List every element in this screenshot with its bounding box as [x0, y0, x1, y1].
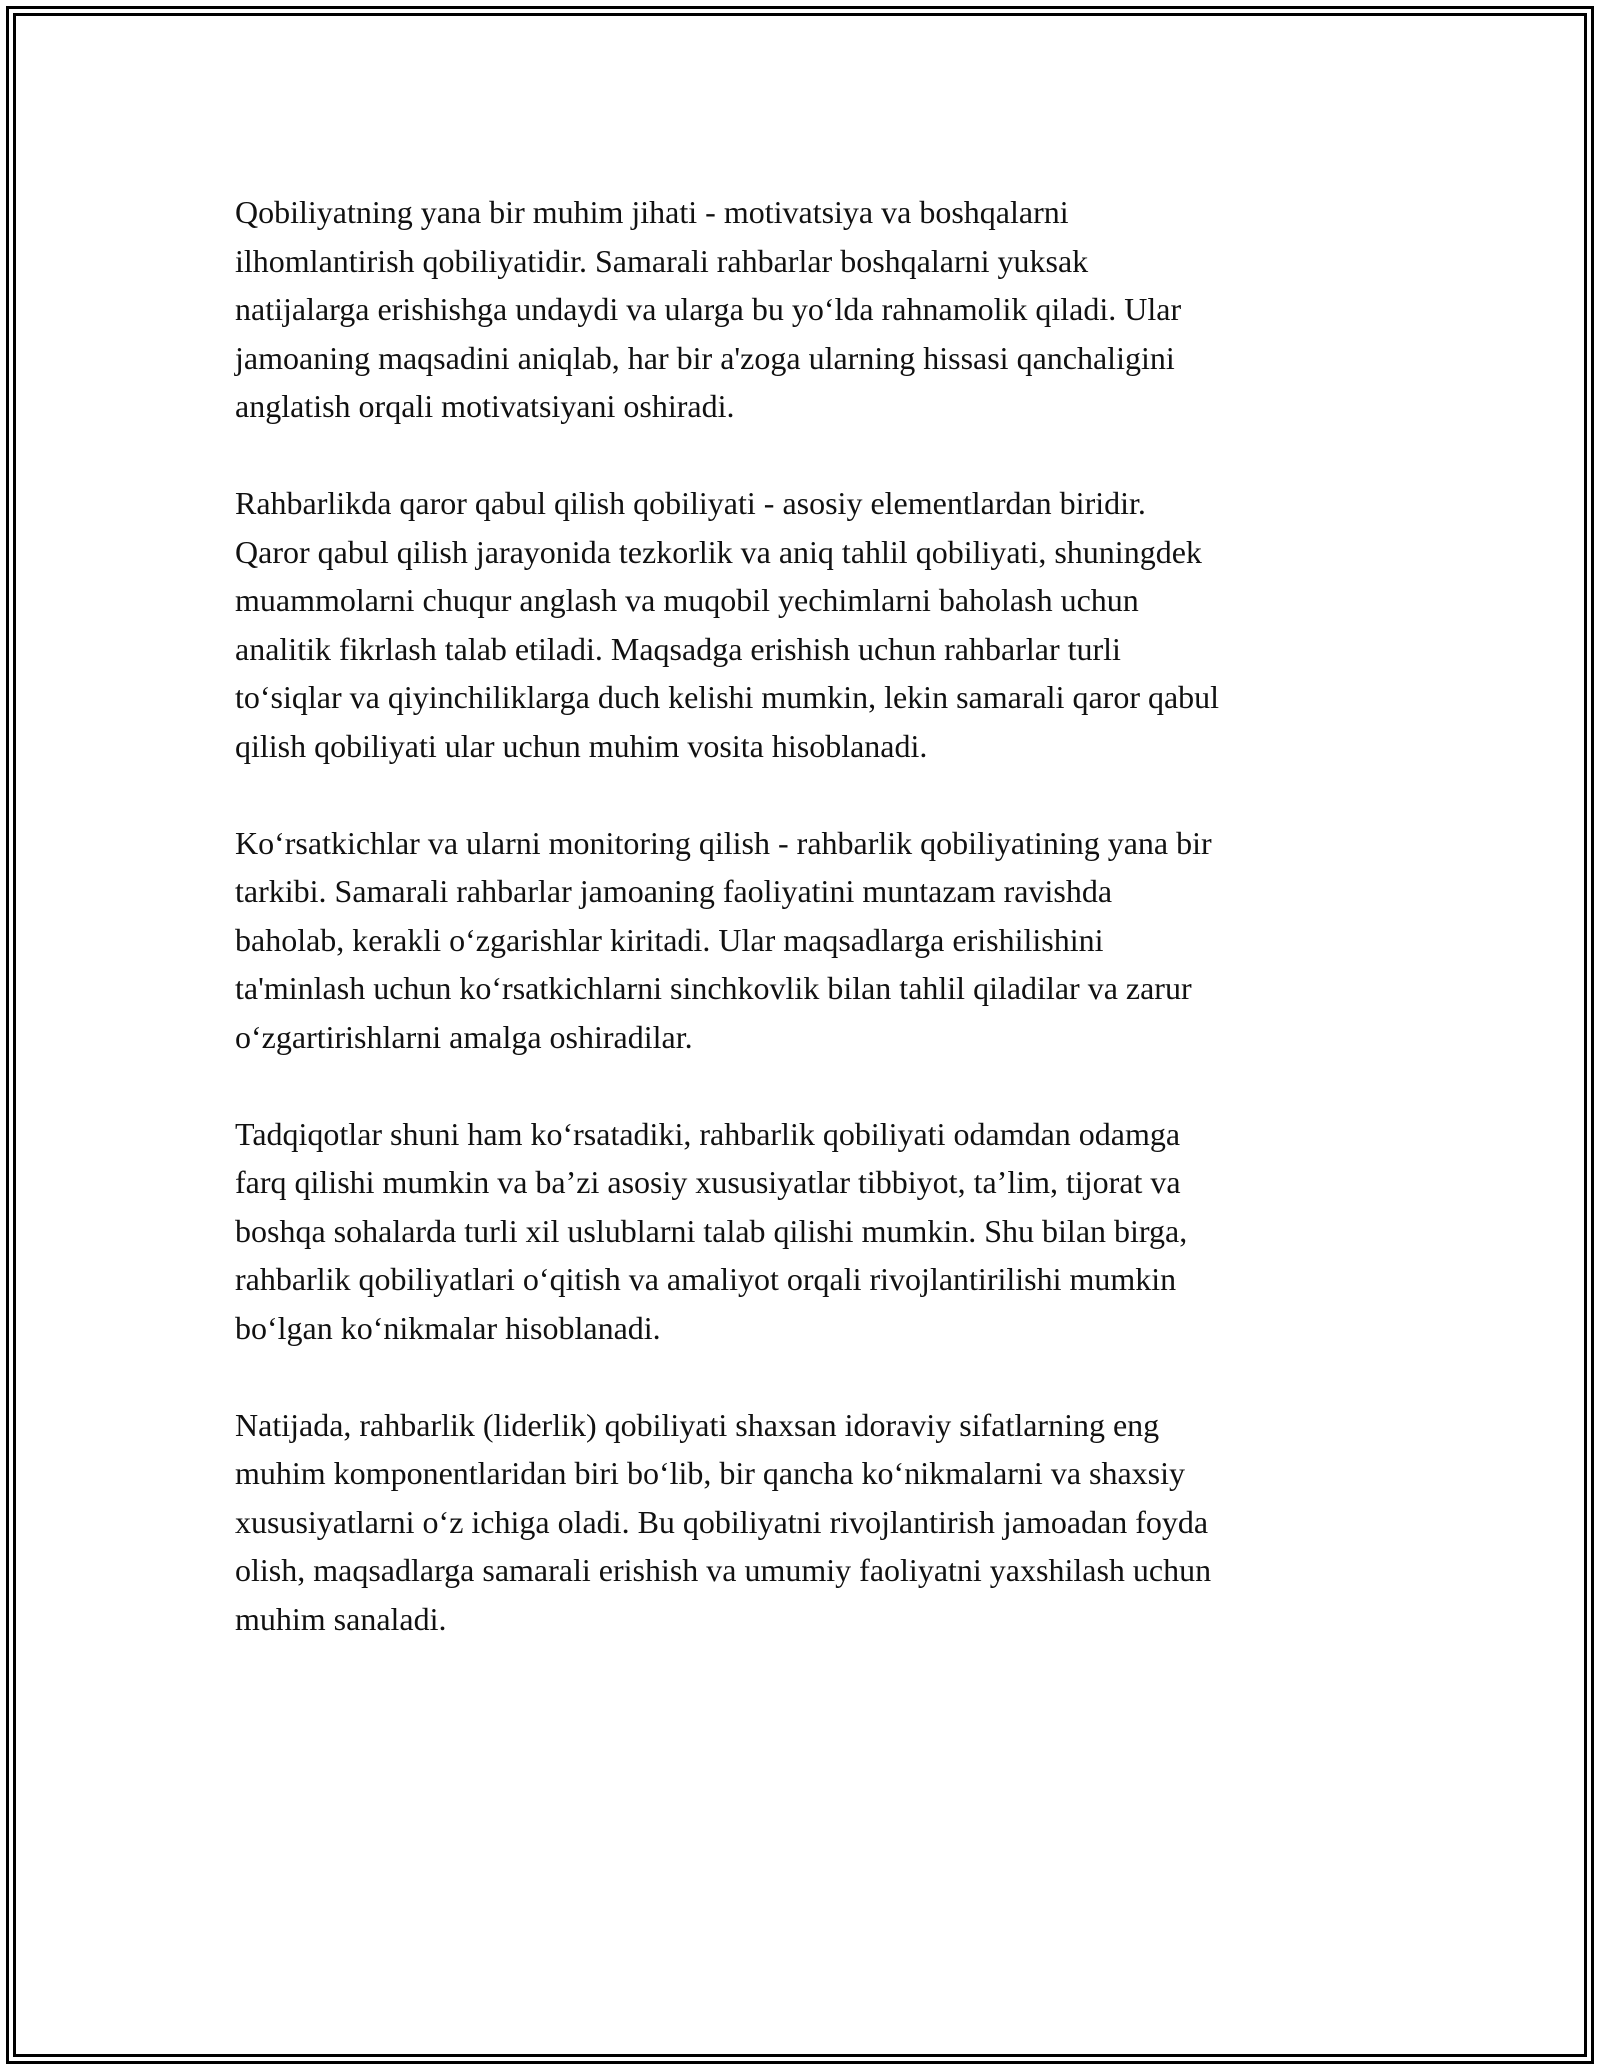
paragraph-conclusion	[235, 1401, 1385, 1644]
paragraph-line: xususiyatlarni o‘z ichiga oladi. Bu qobiliyatni rivojlantirish jamoadan foyda	[235, 1503, 1209, 1540]
paragraph-line: o‘zgartirishlarni amalga oshiradilar.	[235, 1018, 693, 1055]
paragraph-line: olish, maqsadlarga samarali erishish va umumiy faoliyatni yaxshilash uchun	[235, 1552, 1212, 1588]
paragraph-line: Rahbarlikda qaror qabul qilish qobiliyati - asosiy elementlardan biridir.	[235, 485, 1146, 521]
paragraph-line: to‘siqlar va qiyinchiliklarga duch kelishi mumkin, lekin samarali qaror qabul	[235, 679, 1220, 715]
paragraph-motivation	[235, 188, 1385, 431]
paragraph-line: natijalarga erishishga undaydi va ularga bu yo‘lda rahnamolik qiladi. Ular	[235, 291, 1182, 327]
paragraph-line: farq qilishi mumkin va ba’zi asosiy xususiyatlar tibbiyot, ta’lim, tijorat va	[235, 1164, 1181, 1200]
paragraph-line: Ko‘rsatkichlar va ularni monitoring qilish - rahbarlik qobiliyatining yana bir	[235, 824, 1212, 861]
paragraph-line: Qaror qabul qilish jarayonida tezkorlik va aniq tahlil qobiliyati, shuningdek	[235, 533, 1202, 570]
paragraph-line: Tadqiqotlar shuni ham ko‘rsatadiki, rahbarlik qobiliyati odamdan odamga	[235, 1115, 1181, 1152]
paragraph-line: boshqa sohalarda turli xil uslublarni talab qilishi mumkin. Shu bilan birga,	[235, 1212, 1188, 1249]
paragraph-line: anglatish orqali motivatsiyani oshiradi.	[235, 388, 735, 424]
paragraph-line: ilhomlantirish qobiliyatidir. Samarali rahbarlar boshqalarni yuksak	[235, 242, 1089, 279]
paragraph-line: baholab, kerakli o‘zgarishlar kiritadi. Ular maqsadlarga erishilishini	[235, 921, 1104, 958]
paragraph-line: Natijada, rahbarlik (liderlik) qobiliyati shaxsan idoraviy sifatlarning eng	[235, 1406, 1160, 1443]
document-body	[235, 188, 1385, 1692]
paragraph-research	[235, 1110, 1385, 1353]
paragraph-line: muhim komponentlaridan biri bo‘lib, bir qancha ko‘nikmalarni va shaxsiy	[235, 1455, 1186, 1491]
paragraph-line: ta'minlash uchun ko‘rsatkichlarni sinchkovlik bilan tahlil qiladilar va zarur	[235, 970, 1192, 1006]
paragraph-decision-making	[235, 479, 1385, 770]
paragraph-line: analitik fikrlash talab etiladi. Maqsadga erishish uchun rahbarlar turli	[235, 630, 1121, 667]
paragraph-line: tarkibi. Samarali rahbarlar jamoaning faoliyatini muntazam ravishda	[235, 873, 1113, 909]
paragraph-line: jamoaning maqsadini aniqlab, har bir a'zoga ularning hissasi qanchaligini	[235, 339, 1175, 376]
paragraph-line: Qobiliyatning yana bir muhim jihati - motivatsiya va boshqalarni	[235, 194, 1069, 230]
paragraph-line: rahbarlik qobiliyatlari o‘qitish va amaliyot orqali rivojlantirilishi mumkin	[235, 1261, 1177, 1297]
paragraph-line: muhim sanaladi.	[235, 1600, 447, 1637]
paragraph-monitoring	[235, 819, 1385, 1062]
paragraph-line: muammolarni chuqur anglash va muqobil yechimlarni baholash uchun	[235, 582, 1139, 618]
paragraph-line: bo‘lgan ko‘nikmalar hisoblanadi.	[235, 1309, 661, 1346]
paragraph-line: qilish qobiliyati ular uchun muhim vosita hisoblanadi.	[235, 727, 928, 764]
